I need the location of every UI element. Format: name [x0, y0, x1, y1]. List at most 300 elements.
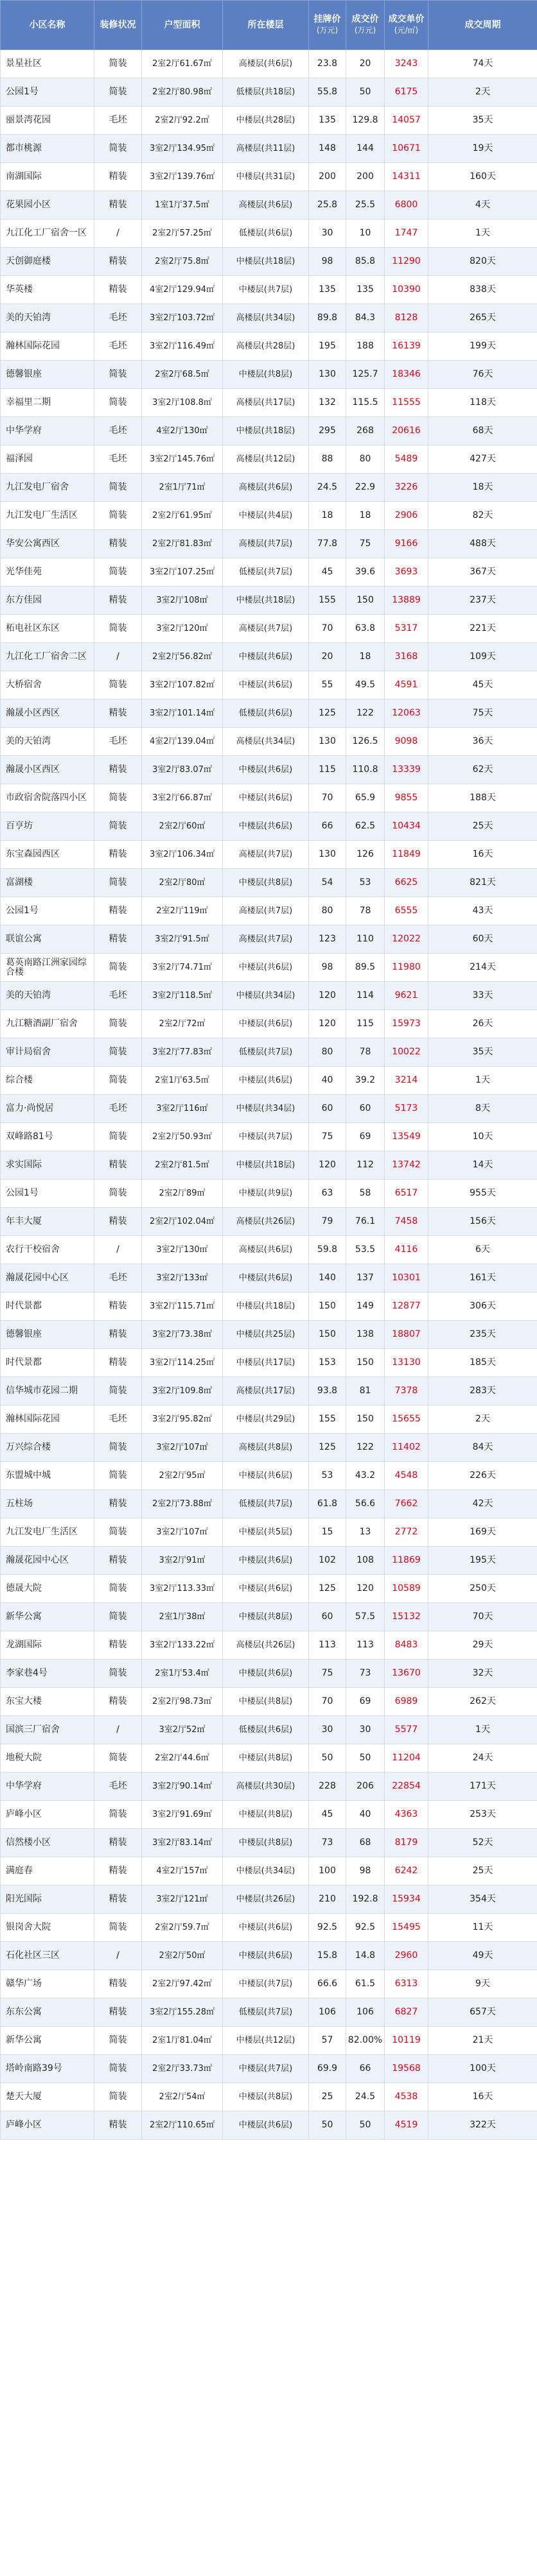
cell-layout-area: 2室2厅68.5㎡: [142, 361, 223, 389]
cell-layout-area: 2室2厅57.25㎡: [142, 219, 223, 248]
cell-decoration: 简装: [94, 1123, 142, 1151]
cell-list-price: 15.8: [309, 1942, 346, 1970]
cell-community-name: 时代景都: [1, 1349, 94, 1377]
cell-list-price: 59.8: [309, 1236, 346, 1264]
cell-community-name: 九江发电厂生活区: [1, 1518, 94, 1547]
cell-floor: 中楼层(共18层): [223, 1292, 309, 1321]
table-row: [1, 1208, 537, 1236]
cell-floor: 高楼层(共8层): [223, 1434, 309, 1462]
cell-community-name: 国滨三厂宿舍: [1, 1716, 94, 1744]
cell-list-price: 88: [309, 445, 346, 474]
cell-decoration: 简装: [94, 2055, 142, 2083]
cell-unit-price: 12063: [385, 700, 428, 728]
cell-deal-price: 22.9: [346, 474, 385, 502]
cell-layout-area: 3室2厅121㎡: [142, 1885, 223, 1914]
cell-floor: 中楼层(共28层): [223, 107, 309, 135]
cell-deal-cycle: 82天: [428, 502, 537, 530]
cell-community-name: 时代景都: [1, 1292, 94, 1321]
cell-unit-price: 10301: [385, 1264, 428, 1292]
cell-deal-price: 138: [346, 1321, 385, 1349]
cell-layout-area: 3室2厅116㎡: [142, 1095, 223, 1123]
cell-deal-price: 78: [346, 1038, 385, 1067]
cell-list-price: 153: [309, 1349, 346, 1377]
cell-decoration: 简装: [94, 1914, 142, 1942]
cell-community-name: 石化社区三区: [1, 1942, 94, 1970]
cell-layout-area: 3室2厅95.82㎡: [142, 1405, 223, 1434]
cell-floor: 高楼层(共26层): [223, 1208, 309, 1236]
cell-unit-price: 18807: [385, 1321, 428, 1349]
cell-list-price: 140: [309, 1264, 346, 1292]
cell-unit-price: 18346: [385, 361, 428, 389]
cell-floor: 中楼层(共6层): [223, 2111, 309, 2140]
cell-list-price: 25.8: [309, 191, 346, 219]
cell-unit-price: 11204: [385, 1744, 428, 1773]
cell-floor: 中楼层(共6层): [223, 1010, 309, 1038]
cell-deal-cycle: 221天: [428, 615, 537, 643]
table-row: [1, 812, 537, 841]
cell-deal-price: 62.5: [346, 812, 385, 841]
cell-layout-area: 3室2厅107㎡: [142, 1518, 223, 1547]
table-row: [1, 1603, 537, 1631]
cell-floor: 中楼层(共12层): [223, 2027, 309, 2055]
table-row: [1, 389, 537, 417]
cell-deal-price: 115: [346, 1010, 385, 1038]
table-row: [1, 1180, 537, 1208]
table-row: [1, 1998, 537, 2027]
cell-community-name: 瀚林国际花园: [1, 332, 94, 361]
cell-decoration: 精装: [94, 1349, 142, 1377]
cell-community-name: 中华学府: [1, 417, 94, 445]
cell-layout-area: 3室2厅133.22㎡: [142, 1631, 223, 1660]
cell-community-name: 百亨坊: [1, 812, 94, 841]
table-row: [1, 191, 537, 219]
table-row: [1, 1377, 537, 1405]
cell-layout-area: 3室2厅52㎡: [142, 1716, 223, 1744]
cell-deal-price: 129.8: [346, 107, 385, 135]
cell-community-name: 综合楼: [1, 1067, 94, 1095]
table-row: [1, 700, 537, 728]
cell-unit-price: 19568: [385, 2055, 428, 2083]
cell-list-price: 45: [309, 1801, 346, 1829]
cell-layout-area: 3室2厅116.49㎡: [142, 332, 223, 361]
cell-layout-area: 2室2厅81.83㎡: [142, 530, 223, 558]
cell-floor: 高楼层(共34层): [223, 304, 309, 332]
cell-community-name: 东宝森园西区: [1, 841, 94, 869]
cell-floor: 中楼层(共6层): [223, 954, 309, 982]
cell-decoration: /: [94, 1236, 142, 1264]
cell-deal-cycle: 1天: [428, 1067, 537, 1095]
cell-deal-cycle: 70天: [428, 1603, 537, 1631]
cell-decoration: 简装: [94, 78, 142, 107]
cell-deal-cycle: 214天: [428, 954, 537, 982]
table-row: [1, 897, 537, 925]
cell-list-price: 93.8: [309, 1377, 346, 1405]
cell-decoration: 简装: [94, 1377, 142, 1405]
cell-deal-cycle: 2天: [428, 78, 537, 107]
cell-deal-cycle: 25天: [428, 812, 537, 841]
cell-list-price: 54: [309, 869, 346, 897]
cell-list-price: 15: [309, 1518, 346, 1547]
cell-deal-cycle: 16天: [428, 841, 537, 869]
cell-decoration: 简装: [94, 1801, 142, 1829]
cell-unit-price: 5317: [385, 615, 428, 643]
cell-layout-area: 3室2厅120㎡: [142, 615, 223, 643]
cell-list-price: 70: [309, 784, 346, 812]
cell-deal-price: 73: [346, 1660, 385, 1688]
cell-decoration: /: [94, 643, 142, 671]
cell-deal-cycle: 43天: [428, 897, 537, 925]
cell-deal-price: 18: [346, 643, 385, 671]
cell-layout-area: 3室2厅106.34㎡: [142, 841, 223, 869]
table-row: [1, 925, 537, 954]
cell-unit-price: 3214: [385, 1067, 428, 1095]
cell-deal-cycle: 19天: [428, 135, 537, 163]
cell-list-price: 155: [309, 587, 346, 615]
cell-list-price: 123: [309, 925, 346, 954]
table-row: [1, 1010, 537, 1038]
cell-unit-price: 6555: [385, 897, 428, 925]
cell-floor: 高楼层(共6层): [223, 50, 309, 78]
cell-floor: 中楼层(共18层): [223, 587, 309, 615]
cell-layout-area: 3室2厅101.14㎡: [142, 700, 223, 728]
cell-unit-price: 11290: [385, 248, 428, 276]
cell-community-name: 瀚晟花园中心区: [1, 1264, 94, 1292]
col-header-unit-price-unit: (元/㎡): [394, 26, 419, 35]
cell-decoration: 精装: [94, 1885, 142, 1914]
table-row: [1, 1321, 537, 1349]
cell-list-price: 57: [309, 2027, 346, 2055]
cell-community-name: 瀚晟小区西区: [1, 756, 94, 784]
cell-layout-area: 2室1厅63.5㎡: [142, 1067, 223, 1095]
cell-list-price: 113: [309, 1631, 346, 1660]
cell-unit-price: 3243: [385, 50, 428, 78]
cell-decoration: 精装: [94, 1829, 142, 1857]
cell-list-price: 24.5: [309, 474, 346, 502]
cell-layout-area: 3室2厅134.95㎡: [142, 135, 223, 163]
cell-unit-price: 6800: [385, 191, 428, 219]
cell-community-name: 公园1号: [1, 897, 94, 925]
cell-decoration: 精装: [94, 925, 142, 954]
cell-deal-cycle: 60天: [428, 925, 537, 954]
cell-deal-cycle: 306天: [428, 1292, 537, 1321]
cell-community-name: 华英楼: [1, 276, 94, 304]
cell-floor: 中楼层(共34层): [223, 1857, 309, 1885]
cell-decoration: 精装: [94, 2111, 142, 2140]
cell-layout-area: 3室2厅130㎡: [142, 1236, 223, 1264]
cell-unit-price: 13742: [385, 1151, 428, 1180]
cell-layout-area: 3室2厅114.25㎡: [142, 1349, 223, 1377]
cell-deal-cycle: 84天: [428, 1434, 537, 1462]
cell-deal-cycle: 821天: [428, 869, 537, 897]
cell-layout-area: 3室2厅139.76㎡: [142, 163, 223, 191]
cell-deal-price: 50: [346, 2111, 385, 2140]
cell-deal-price: 25.5: [346, 191, 385, 219]
cell-unit-price: 10589: [385, 1575, 428, 1603]
cell-floor: 中楼层(共8层): [223, 1744, 309, 1773]
cell-community-name: 赣华广场: [1, 1970, 94, 1998]
cell-floor: 中楼层(共18层): [223, 1151, 309, 1180]
table-row: [1, 1773, 537, 1801]
cell-decoration: 简装: [94, 502, 142, 530]
cell-floor: 中楼层(共34层): [223, 982, 309, 1010]
cell-decoration: 精装: [94, 1631, 142, 1660]
cell-deal-cycle: 100天: [428, 2055, 537, 2083]
cell-list-price: 135: [309, 107, 346, 135]
cell-layout-area: 2室2厅89㎡: [142, 1180, 223, 1208]
cell-layout-area: 3室2厅115.71㎡: [142, 1292, 223, 1321]
cell-floor: 中楼层(共18层): [223, 248, 309, 276]
table-row: [1, 671, 537, 700]
cell-decoration: 精装: [94, 1547, 142, 1575]
cell-layout-area: 3室2厅108.8㎡: [142, 389, 223, 417]
cell-unit-price: 10119: [385, 2027, 428, 2055]
cell-deal-cycle: 68天: [428, 417, 537, 445]
cell-list-price: 98: [309, 248, 346, 276]
cell-deal-price: 10: [346, 219, 385, 248]
table-row: [1, 1801, 537, 1829]
cell-deal-price: 18: [346, 502, 385, 530]
cell-deal-price: 14.8: [346, 1942, 385, 1970]
cell-list-price: 70: [309, 1688, 346, 1716]
cell-deal-cycle: 35天: [428, 1038, 537, 1067]
cell-layout-area: 3室2厅108㎡: [142, 587, 223, 615]
cell-floor: 中楼层(共6层): [223, 671, 309, 700]
cell-deal-cycle: 16天: [428, 2083, 537, 2111]
table-row: [1, 1970, 537, 1998]
cell-list-price: 66.6: [309, 1970, 346, 1998]
cell-community-name: 天创御庭楼: [1, 248, 94, 276]
cell-list-price: 120: [309, 982, 346, 1010]
cell-floor: 高楼层(共6层): [223, 191, 309, 219]
cell-floor: 中楼层(共4层): [223, 502, 309, 530]
cell-layout-area: 2室2厅110.65㎡: [142, 2111, 223, 2140]
cell-community-name: 李家巷4号: [1, 1660, 94, 1688]
cell-deal-price: 58: [346, 1180, 385, 1208]
table-row: [1, 728, 537, 756]
cell-unit-price: 4591: [385, 671, 428, 700]
cell-deal-cycle: 6天: [428, 1236, 537, 1264]
cell-decoration: 简装: [94, 1518, 142, 1547]
cell-deal-cycle: 74天: [428, 50, 537, 78]
cell-unit-price: 4363: [385, 1801, 428, 1829]
cell-deal-price: 85.8: [346, 248, 385, 276]
cell-community-name: 九江化工厂宿舍二区: [1, 643, 94, 671]
cell-unit-price: 12022: [385, 925, 428, 954]
table-row: [1, 530, 537, 558]
cell-deal-cycle: 235天: [428, 1321, 537, 1349]
cell-decoration: 简装: [94, 1462, 142, 1490]
cell-list-price: 23.8: [309, 50, 346, 78]
cell-list-price: 130: [309, 361, 346, 389]
table-row: [1, 1688, 537, 1716]
cell-decoration: 精装: [94, 163, 142, 191]
cell-unit-price: 10022: [385, 1038, 428, 1067]
cell-decoration: 毛坯: [94, 332, 142, 361]
cell-community-name: 地税大院: [1, 1744, 94, 1773]
table-row: [1, 1067, 537, 1095]
cell-floor: 中楼层(共6层): [223, 1660, 309, 1688]
cell-deal-price: 84.3: [346, 304, 385, 332]
cell-decoration: 精装: [94, 1688, 142, 1716]
cell-deal-price: 53: [346, 869, 385, 897]
cell-deal-price: 122: [346, 1434, 385, 1462]
cell-deal-price: 24.5: [346, 2083, 385, 2111]
cell-deal-price: 53.5: [346, 1236, 385, 1264]
table-row: [1, 163, 537, 191]
cell-deal-cycle: 29天: [428, 1631, 537, 1660]
cell-list-price: 120: [309, 1151, 346, 1180]
cell-deal-price: 114: [346, 982, 385, 1010]
cell-list-price: 18: [309, 502, 346, 530]
cell-community-name: 万兴综合楼: [1, 1434, 94, 1462]
cell-floor: 中楼层(共8层): [223, 2083, 309, 2111]
cell-community-name: 九江发电厂生活区: [1, 502, 94, 530]
cell-list-price: 195: [309, 332, 346, 361]
cell-decoration: 毛坯: [94, 445, 142, 474]
cell-floor: 中楼层(共8层): [223, 869, 309, 897]
table-row: [1, 417, 537, 445]
cell-deal-cycle: 10天: [428, 1123, 537, 1151]
cell-deal-price: 125.7: [346, 361, 385, 389]
cell-unit-price: 11555: [385, 389, 428, 417]
table-row: [1, 1038, 537, 1067]
cell-deal-price: 206: [346, 1773, 385, 1801]
cell-floor: 高楼层(共26层): [223, 1631, 309, 1660]
cell-list-price: 106: [309, 1998, 346, 2027]
cell-community-name: 新华公寓: [1, 2027, 94, 2055]
cell-unit-price: 6313: [385, 1970, 428, 1998]
cell-deal-price: 108: [346, 1547, 385, 1575]
cell-deal-cycle: 1天: [428, 219, 537, 248]
cell-unit-price: 6175: [385, 78, 428, 107]
table-row: [1, 643, 537, 671]
cell-layout-area: 2室2厅61.95㎡: [142, 502, 223, 530]
cell-floor: 低楼层(共6层): [223, 219, 309, 248]
cell-decoration: 毛坯: [94, 107, 142, 135]
cell-unit-price: 7458: [385, 1208, 428, 1236]
cell-floor: 高楼层(共17层): [223, 389, 309, 417]
cell-deal-cycle: 657天: [428, 1998, 537, 2027]
cell-deal-price: 112: [346, 1151, 385, 1180]
cell-floor: 中楼层(共17层): [223, 1349, 309, 1377]
cell-floor: 中楼层(共6层): [223, 756, 309, 784]
cell-deal-price: 200: [346, 163, 385, 191]
cell-list-price: 25: [309, 2083, 346, 2111]
cell-decoration: 精装: [94, 1490, 142, 1518]
cell-floor: 低楼层(共7层): [223, 1038, 309, 1067]
cell-decoration: 精装: [94, 276, 142, 304]
cell-layout-area: 3室2厅66.87㎡: [142, 784, 223, 812]
cell-layout-area: 3室2厅155.28㎡: [142, 1998, 223, 2027]
table-row: [1, 1151, 537, 1180]
cell-floor: 中楼层(共6层): [223, 1914, 309, 1942]
cell-deal-cycle: 160天: [428, 163, 537, 191]
cell-unit-price: 11980: [385, 954, 428, 982]
cell-unit-price: 15934: [385, 1885, 428, 1914]
cell-unit-price: 10390: [385, 276, 428, 304]
cell-deal-cycle: 250天: [428, 1575, 537, 1603]
cell-community-name: 联谊公寓: [1, 925, 94, 954]
cell-decoration: 简装: [94, 389, 142, 417]
cell-community-name: 双峰路81号: [1, 1123, 94, 1151]
cell-community-name: 银岗舍大院: [1, 1914, 94, 1942]
cell-decoration: 精装: [94, 841, 142, 869]
cell-layout-area: 1室1厅37.5㎡: [142, 191, 223, 219]
cell-unit-price: 2906: [385, 502, 428, 530]
table-row: [1, 1744, 537, 1773]
cell-list-price: 55: [309, 671, 346, 700]
cell-deal-cycle: 1天: [428, 1716, 537, 1744]
cell-layout-area: 2室2厅59.7㎡: [142, 1914, 223, 1942]
cell-layout-area: 2室2厅80.98㎡: [142, 78, 223, 107]
cell-decoration: 简装: [94, 50, 142, 78]
cell-decoration: 毛坯: [94, 982, 142, 1010]
cell-unit-price: 15132: [385, 1603, 428, 1631]
cell-layout-area: 3室2厅91.69㎡: [142, 1801, 223, 1829]
cell-layout-area: 2室1厅81.04㎡: [142, 2027, 223, 2055]
cell-unit-price: 6989: [385, 1688, 428, 1716]
cell-floor: 中楼层(共9层): [223, 1180, 309, 1208]
cell-decoration: /: [94, 1942, 142, 1970]
table-row: [1, 2055, 537, 2083]
cell-deal-cycle: 18天: [428, 474, 537, 502]
cell-deal-cycle: 62天: [428, 756, 537, 784]
cell-layout-area: 3室2厅74.71㎡: [142, 954, 223, 982]
cell-deal-price: 188: [346, 332, 385, 361]
cell-layout-area: 4室2厅157㎡: [142, 1857, 223, 1885]
cell-decoration: 精装: [94, 530, 142, 558]
cell-deal-cycle: 76天: [428, 361, 537, 389]
cell-decoration: 简装: [94, 2027, 142, 2055]
cell-floor: 中楼层(共31层): [223, 163, 309, 191]
cell-unit-price: 6827: [385, 1998, 428, 2027]
cell-deal-cycle: 118天: [428, 389, 537, 417]
table-row: [1, 502, 537, 530]
cell-list-price: 66: [309, 812, 346, 841]
cell-list-price: 69.9: [309, 2055, 346, 2083]
cell-unit-price: 3693: [385, 558, 428, 587]
cell-layout-area: 3室2厅145.76㎡: [142, 445, 223, 474]
cell-decoration: 毛坯: [94, 1264, 142, 1292]
cell-deal-price: 98: [346, 1857, 385, 1885]
cell-layout-area: 2室1厅71㎡: [142, 474, 223, 502]
cell-deal-price: 69: [346, 1688, 385, 1716]
cell-list-price: 125: [309, 1575, 346, 1603]
cell-deal-cycle: 427天: [428, 445, 537, 474]
cell-layout-area: 2室2厅73.88㎡: [142, 1490, 223, 1518]
table-row: [1, 304, 537, 332]
table-row: [1, 361, 537, 389]
cell-unit-price: 13670: [385, 1660, 428, 1688]
cell-deal-cycle: 45天: [428, 671, 537, 700]
cell-deal-price: 43.2: [346, 1462, 385, 1490]
cell-floor: 高楼层(共7层): [223, 841, 309, 869]
table-row: [1, 1349, 537, 1377]
cell-layout-area: 3室2厅77.83㎡: [142, 1038, 223, 1067]
cell-floor: 中楼层(共25层): [223, 1321, 309, 1349]
cell-deal-cycle: 253天: [428, 1801, 537, 1829]
cell-list-price: 92.5: [309, 1914, 346, 1942]
cell-floor: 中楼层(共6层): [223, 1547, 309, 1575]
cell-deal-cycle: 237天: [428, 587, 537, 615]
cell-layout-area: 2室2厅60㎡: [142, 812, 223, 841]
cell-community-name: 东东公寓: [1, 1998, 94, 2027]
cell-list-price: 53: [309, 1462, 346, 1490]
cell-deal-price: 30: [346, 1716, 385, 1744]
cell-deal-cycle: 169天: [428, 1518, 537, 1547]
cell-community-name: 德馨银座: [1, 1321, 94, 1349]
cell-decoration: 精装: [94, 1857, 142, 1885]
